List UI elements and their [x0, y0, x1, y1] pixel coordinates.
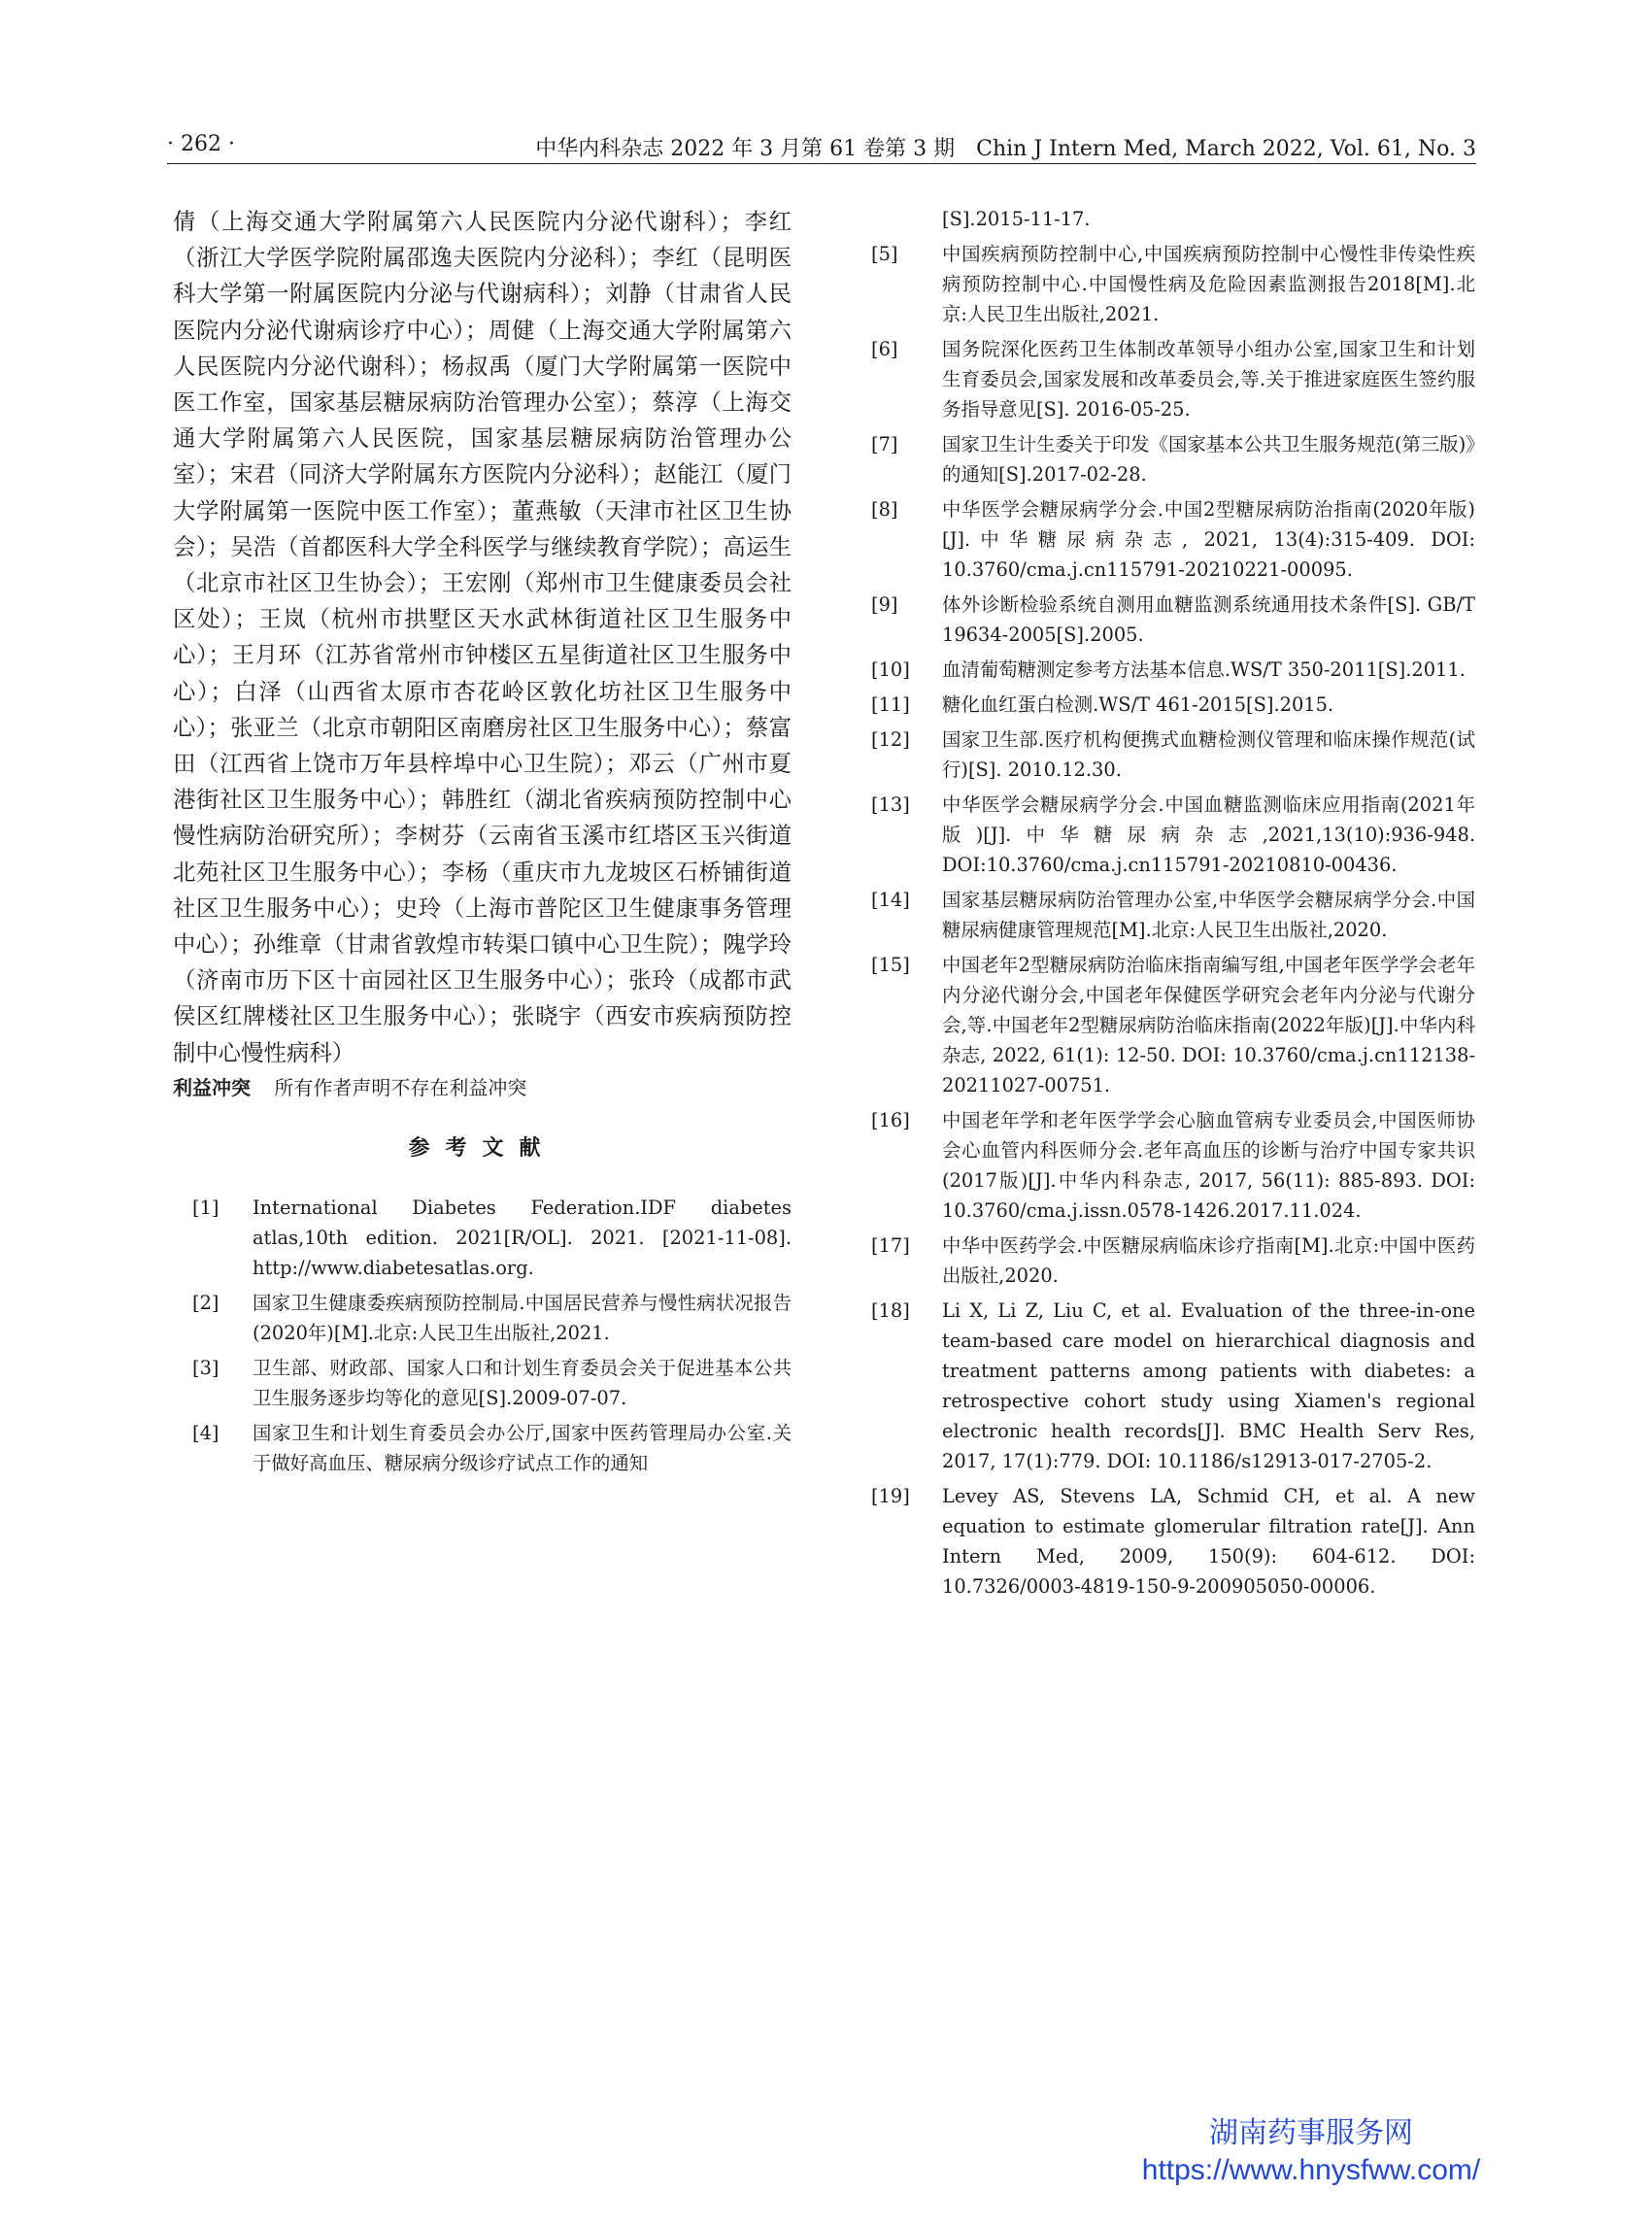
reference-item: [173, 1418, 792, 1478]
reference-text: 国家基层糖尿病防治管理办公室,中华医学会糖尿病学分会.中国糖尿病健康管理规范[M].北京:人民卫生出版社,2020.: [942, 889, 1475, 941]
reference-number: [6]: [871, 338, 898, 360]
reference-number: [17]: [871, 1234, 910, 1257]
reference-text: 国家卫生健康委疾病预防控制局.中国居民营养与慢性病状况报告(2020年)[M].北京:人民卫生出版社,2021.: [253, 1291, 792, 1344]
reference-number: [19]: [871, 1485, 910, 1507]
reference-item: [871, 950, 1475, 1100]
reference-number: [18]: [871, 1299, 910, 1322]
reference-item: [871, 590, 1475, 650]
reference-text: 国家卫生计生委关于印发《国家基本公共卫生服务规范(第三版)》的通知[S].2017-02-28.: [942, 433, 1475, 486]
reference-item: [871, 239, 1475, 329]
reference-item: [173, 1193, 792, 1283]
reference-number: [9]: [871, 593, 898, 616]
reference-number: [16]: [871, 1109, 910, 1131]
reference-continuation: [S].2015-11-17.: [942, 208, 1091, 230]
site-watermark: [1117, 2115, 1505, 2189]
reference-text: 体外诊断检验系统自测用血糖监测系统通用技术条件[S]. GB/T 19634-2005[S].2005.: [942, 593, 1475, 646]
page-number: · 262 ·: [167, 132, 235, 156]
reference-item: [871, 690, 1475, 720]
reference-number: [3]: [192, 1356, 219, 1379]
reference-text: 中华医学会糖尿病学分会.中国2型糖尿病防治指南(2020年版)[J].中华糖尿病杂志, 2021, 13(4):315-409. DOI: 10.3760/cma.j.cn115791-20210221-00095.: [942, 498, 1475, 581]
reference-text: Levey AS, Stevens LA, Schmid CH, et al. A new equation to estimate glomerular filtration rate[J]. Ann Intern Med, 2009, 150(9): 604-612. DOI: 10.7326/0003-4819-150-9-200905050-00006.: [942, 1485, 1475, 1598]
watermark-url[interactable]: https://www.hnysfww.com/: [1141, 2154, 1481, 2186]
reference-item: [871, 334, 1475, 424]
right-column: [871, 204, 1475, 1606]
reference-number: [13]: [871, 793, 910, 816]
journal-citation: 中华内科杂志 2022 年 3 月第 61 卷第 3 期 Chin J Intern Med, March 2022, Vol. 61, No. 3: [535, 137, 1476, 161]
reference-text: 中华医学会糖尿病学分会.中国血糖监测临床应用指南(2021年版)[J].中华糖尿病杂志,2021,13(10):936-948. DOI:10.3760/cma.j.cn115791-20210810-00436.: [942, 793, 1475, 876]
reference-number: [14]: [871, 889, 910, 911]
reference-item: [871, 655, 1475, 685]
reference-text: 糖化血红蛋白检测.WS/T 461-2015[S].2015.: [942, 693, 1334, 716]
reference-item: [871, 790, 1475, 880]
reference-number: [5]: [871, 243, 898, 265]
reference-item: [173, 1288, 792, 1348]
conflict-of-interest: [173, 1073, 792, 1102]
reference-text: 国家卫生和计划生育委员会办公厅,国家中医药管理局办公室.关于做好高血压、糖尿病分级诊疗试点工作的通知: [253, 1421, 792, 1474]
reference-text: 中国老年学和老年医学学会心脑血管病专业委员会,中国医师协会心血管内科医师分会.老年高血压的诊断与治疗中国专家共识(2017版)[J].中华内科杂志, 2017, 56(11): 885-893. DOI: 10.3760/cma.j.issn.0578-1426.2017.11.024.: [942, 1109, 1475, 1222]
watermark-site-name: 湖南药事服务网: [1209, 2117, 1413, 2149]
reference-text: 中国老年2型糖尿病防治临床指南编写组,中国老年医学学会老年内分泌代谢分会,中国老年保健医学研究会老年内分泌与代谢分会,等.中国老年2型糖尿病防治临床指南(2022年版)[J].中华内科杂志, 2022, 61(1): 12-50. DOI: 10.3760/cma.j.cn112138-20211027-00751.: [942, 954, 1475, 1096]
left-column: [173, 204, 792, 1483]
reference-text: Li X, Li Z, Liu C, et al. Evaluation of the three-in-one team-based care model on hierarchical diagnosis and treatment patterns among patients with diabetes: a retrospective cohort study using Xiamen's regional electronic health records[J]. BMC Health Serv Res, 2017, 17(1):779. DOI: 10.1186/s12913-017-2705-2.: [942, 1299, 1475, 1472]
conflict-of-interest-text: 所有作者声明不存在利益冲突: [274, 1075, 527, 1099]
reference-item: [871, 1296, 1475, 1476]
reference-item: [871, 429, 1475, 489]
reference-list-left: [173, 1193, 792, 1478]
reference-number: [7]: [871, 433, 898, 455]
reference-text: 国务院深化医药卫生体制改革领导小组办公室,国家卫生和计划生育委员会,国家发展和改革委员会,等.关于推进家庭医生签约服务指导意见[S]. 2016-05-25.: [942, 338, 1475, 421]
reference-item: [871, 1481, 1475, 1601]
reference-text: 血清葡萄糖测定参考方法基本信息.WS/T 350-2011[S].2011.: [942, 658, 1466, 681]
reference-item: [871, 725, 1475, 785]
reference-text: 卫生部、财政部、国家人口和计划生育委员会关于促进基本公共卫生服务逐步均等化的意见[S].2009-07-07.: [253, 1356, 792, 1409]
reference-text: 中国疾病预防控制中心,中国疾病预防控制中心慢性非传染性疾病预防控制中心.中国慢性病及危险因素监测报告2018[M].北京:人民卫生出版社,2021.: [942, 243, 1475, 325]
reference-number: [12]: [871, 728, 910, 751]
references-heading: 参考文献: [408, 1135, 556, 1161]
reference-number: [1]: [192, 1196, 219, 1219]
conflict-of-interest-label: 利益冲突: [173, 1075, 251, 1099]
reference-item: [871, 1230, 1475, 1291]
reference-number: [8]: [871, 498, 898, 521]
reference-item: [173, 1353, 792, 1413]
reference-item: [871, 885, 1475, 945]
reference-number: [11]: [871, 693, 910, 716]
reference-item: [871, 494, 1475, 585]
reference-number: [15]: [871, 954, 910, 976]
author-list-continued: 倩（上海交通大学附属第六人民医院内分泌代谢科）；李红（浙江大学医学院附属邵逸夫医院内分泌科）；李红（昆明医科大学第一附属医院内分泌与代谢病科）；刘静（甘肃省人民医院内分泌代谢病诊疗中心）；周健（上海交通大学附属第六人民医院内分泌代谢科）；杨叔禹（厦门大学附属第一医院中医工作室，国家基层糖尿病防治管理办公室）；蔡淳（上海交通大学附属第六人民医院，国家基层糖尿病防治管理办公室）；宋君（同济大学附属东方医院内分泌科）；赵能江（厦门大学附属第一医院中医工作室）；董燕敏（天津市社区卫生协会）；吴浩（首都医科大学全科医学与继续教育学院）；高运生（北京市社区卫生协会）；王宏刚（郑州市卫生健康委员会社区处）；王岚（杭州市拱墅区天水武林街道社区卫生服务中心）；王月环（江苏省常州市钟楼区五星街道社区卫生服务中心）；白泽（山西省太原市杏花岭区敦化坊社区卫生服务中心）；张亚兰（北京市朝阳区南磨房社区卫生服务中心）；蔡富田（江西省上饶市万年县梓埠中心卫生院）；邓云（广州市夏港街社区卫生服务中心）；韩胜红（湖北省疾病预防控制中心慢性病防治研究所）；李树芬（云南省玉溪市红塔区玉兴街道北苑社区卫生服务中心）；李杨（重庆市九龙坡区石桥铺街道社区卫生服务中心）；史玲（上海市普陀区卫生健康事务管理中心）；孙维章（甘肃省敦煌市转渠口镇中心卫生院）；隗学玲（济南市历下区十亩园社区卫生服务中心）；张玲（成都市武侯区红牌楼社区卫生服务中心）；张晓宇（西安市疾病预防控制中心慢性病科）: [173, 208, 792, 1066]
reference-item: [871, 1105, 1475, 1226]
reference-list-right: [871, 239, 1475, 1601]
running-header: [167, 128, 1476, 164]
reference-text: International Diabetes Federation.IDF diabetes atlas,10th edition. 2021[R/OL]. 2021. [2021-11-08]. http://www.diabetesatlas.org.: [253, 1196, 792, 1279]
reference-text: 国家卫生部.医疗机构便携式血糖检测仪管理和临床操作规范(试行)[S]. 2010.12.30.: [942, 728, 1475, 781]
reference-number: [10]: [871, 658, 910, 681]
reference-text: 中华中医药学会.中医糖尿病临床诊疗指南[M].北京:中国中医药出版社,2020.: [942, 1234, 1475, 1287]
reference-number: [2]: [192, 1291, 219, 1314]
reference-number: [4]: [192, 1421, 219, 1444]
